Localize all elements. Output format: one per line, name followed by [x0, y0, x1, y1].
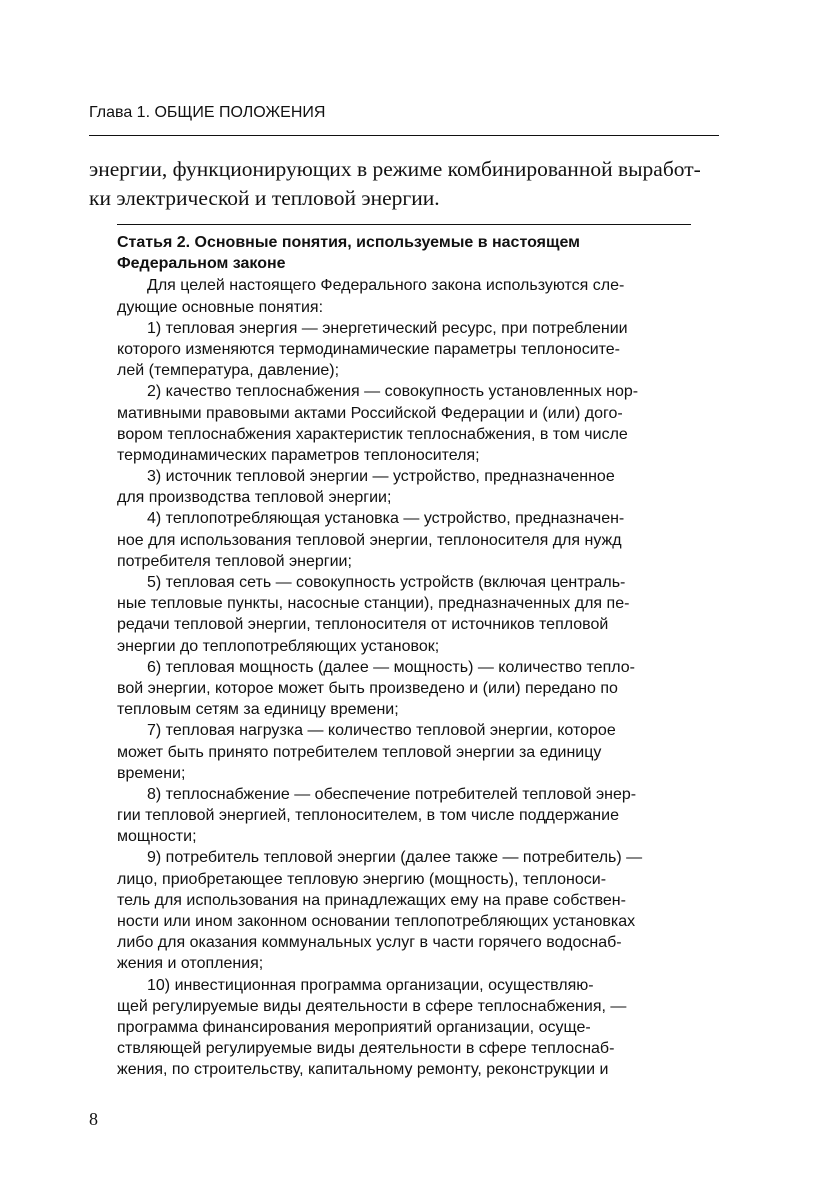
article-heading-line: Статья 2. Основные понятия, используемые в настоящем — [117, 234, 580, 251]
paragraph-line: 4) теплопотребляющая установка — устройство, предназначен- — [147, 510, 625, 528]
paragraph-line: 2) качество теплоснабжения — совокупность установленных нор- — [147, 383, 639, 401]
paragraph-line: либо для оказания коммунальных услуг в части горячего водоснаб- — [117, 934, 622, 952]
paragraph-line: для производства тепловой энергии; — [117, 489, 392, 507]
paragraph-line: энергии до теплопотребляющих установок; — [117, 637, 440, 655]
page-number: 8 — [89, 1109, 98, 1129]
paragraph-line: потребителя тепловой энергии; — [117, 552, 352, 570]
intro-paragraph — [89, 155, 719, 213]
paragraph-line: редачи тепловой энергии, теплоносителя от источников тепловой — [117, 616, 609, 634]
paragraph-line: программа финансирования мероприятий организации, осуще- — [117, 1018, 591, 1036]
paragraph-line: может быть принято потребителем тепловой энергии за единицу — [117, 743, 602, 761]
paragraph-line: вором теплоснабжения характеристик теплоснабжения, в том числе — [117, 425, 628, 443]
paragraph-line: ные тепловые пункты, насосные станции), предназначенных для пе- — [117, 595, 630, 613]
paragraph-line: времени; — [117, 764, 186, 782]
paragraph-line: щей регулируемые виды деятельности в сфере теплоснабжения, — — [117, 997, 627, 1015]
paragraph-line: гии тепловой энергией, теплоносителем, в том числе поддержание — [117, 807, 619, 825]
paragraph-line: ности или ином законном основании теплопотребляющих установках — [117, 913, 636, 930]
running-header: Глава 1. ОБЩИЕ ПОЛОЖЕНИЯ — [89, 104, 326, 121]
paragraph-line: термодинамических параметров теплоносителя; — [117, 446, 480, 464]
paragraph-line: 10) инвестиционная программа организации, осуществляю- — [147, 976, 594, 994]
article-heading-line: Федеральном законе — [117, 255, 286, 273]
paragraph-line: жения и отопления; — [117, 955, 264, 973]
paragraph-line: лицо, приобретающее тепловую энергию (мощность), теплоноси- — [117, 870, 607, 888]
paragraph-line: ствляющей регулируемые виды деятельности в сфере теплоснаб- — [117, 1040, 615, 1058]
paragraph-line: вой энергии, которое может быть произведено и (или) передано по — [117, 679, 618, 697]
paragraph-line: ное для использования тепловой энергии, теплоносителя для нужд — [117, 531, 622, 549]
paragraph-line: лей (температура, давление); — [117, 362, 340, 380]
header-rule — [89, 135, 719, 136]
paragraph-line: 8) теплоснабжение — обеспечение потребителей тепловой энер- — [147, 785, 637, 803]
paragraph-line: 9) потребитель тепловой энергии (далее также — потребитель) — — [147, 849, 643, 867]
paragraph-line: тепловым сетям за единицу времени; — [117, 701, 399, 719]
paragraph-line: тель для использования на принадлежащих ему на праве собствен- — [117, 891, 626, 909]
article-body — [117, 275, 691, 1080]
paragraph-line: которого изменяются термодинамические параметры теплоносите- — [117, 340, 620, 358]
section-rule — [117, 224, 691, 225]
paragraph-line: мативными правовыми актами Российской Федерации и (или) дого- — [117, 404, 623, 422]
paragraph-line: 7) тепловая нагрузка — количество тепловой энергии, которое — [147, 722, 616, 740]
paragraph-line: 3) источник тепловой энергии — устройство, предназначенное — [147, 468, 615, 486]
intro-line: ки электрической и тепловой энергии. — [89, 186, 440, 210]
article-heading — [117, 232, 691, 274]
paragraph-line: мощности; — [117, 828, 197, 846]
paragraph-line: 5) тепловая сеть — совокупность устройств (включая централь- — [147, 574, 626, 591]
paragraph-line: дующие основные понятия: — [117, 298, 324, 316]
paragraph-line: 6) тепловая мощность (далее — мощность) — количество тепло- — [147, 658, 635, 676]
intro-line: энергии, функционирующих в режиме комбинированной выработ- — [89, 157, 701, 181]
paragraph-line: Для целей настоящего Федерального закона используются сле- — [147, 277, 625, 295]
article-2 — [117, 232, 691, 1081]
paragraph-line: 1) тепловая энергия — энергетический ресурс, при потреблении — [147, 319, 628, 337]
paragraph-line: жения, по строительству, капитальному ремонту, реконструкции и — [117, 1061, 609, 1079]
